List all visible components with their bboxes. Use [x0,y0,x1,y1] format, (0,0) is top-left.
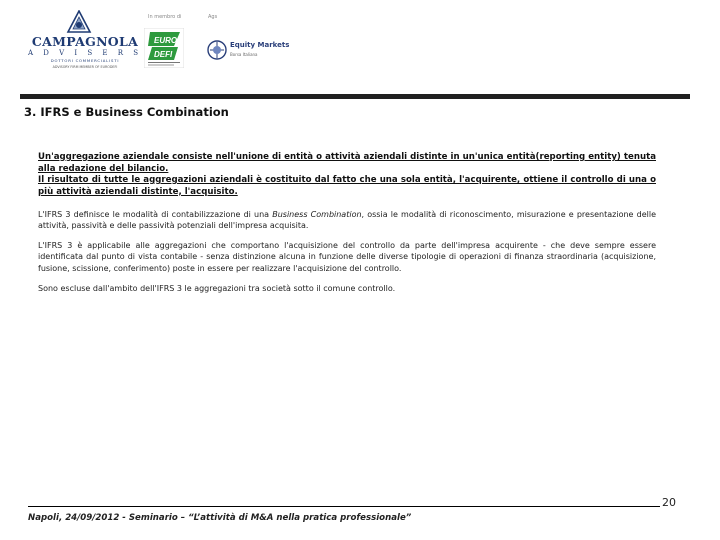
paragraph-ifrs3-exclusions: Sono escluse dall'ambito dell'IFRS 3 le aggregazioni tra società sotto il comune controllo. [38,284,396,293]
campagnola-subtitle-3: ADVISORY FIRM MEMBER OF EURODEFI [52,65,118,69]
paragraph-ifrs3-definition-part-2: , ossia le modalità di riconoscimento, misurazione e presentazione delle attività, passività e delle passività potenziali dell'impresa acquisita. [38,210,656,231]
page-number: 20 [662,496,676,509]
intro-definition: Un'aggregazione aziendale consiste nell'unione di entità o attività aziendali distinte in un'unica entità(reporting entity) tenuta alla redazione del bilancio. [38,152,656,174]
svg-text:EURO: EURO [154,36,178,45]
eurodefi-logo [144,28,184,68]
svg-text:DEFI: DEFI [154,50,173,59]
business-combination-term: Business Combination [272,210,362,219]
footer-caption: Napoli, 24/09/2012 - Seminario – “L’attività di M&A nella pratica professionale” [28,513,412,523]
equity-markets-name: Equity Markets [230,41,290,49]
equity-markets-subtitle: Borsa Italiana [230,52,258,57]
campagnola-mark-icon [66,10,92,34]
paragraph-ifrs3-applicability: L'IFRS 3 è applicabile alle aggregazioni che comportano l'acquisizione del controllo da parte dell'impresa acquirente - che deve sempre essere identificata dal punto di vista contabile - senza distinzione alcuna in funzione delle diverse tipologie di operazioni di finanza straordinaria (acquisizione, fusione, scissione, conferimento) poste in essere per realizzare l'acquisizione del controllo. [38,241,656,273]
equity-markets-mark-icon [206,39,228,61]
campagnola-advisers-logo [26,8,144,70]
section-title: 3. IFRS e Business Combination [24,105,229,119]
equity-markets-logo [206,38,290,64]
title-divider [20,94,690,99]
campagnola-subtitle-2: DOTTORI COMMERCIALISTI [50,58,120,63]
ags-label: Ags [208,14,218,20]
campagnola-subtitle: A D V I S E R S [27,49,143,57]
membro-label: In membro di [148,14,182,20]
campagnola-name: CAMPAGNOLA [31,34,139,49]
paragraph-ifrs3-definition [38,209,656,232]
eurodefi-logo-icon [144,28,184,68]
paragraph-ifrs3-definition-part-1: L'IFRS 3 definisce le modalità di contabilizzazione di una [38,210,273,219]
footer-divider [28,506,660,507]
intro-result: Il risultato di tutte le aggregazioni aziendali è costituito dal fatto che una sola entità, l'acquirente, ottiene il controllo di una o più attività aziendali distinte, l'acquisito. [38,175,656,197]
